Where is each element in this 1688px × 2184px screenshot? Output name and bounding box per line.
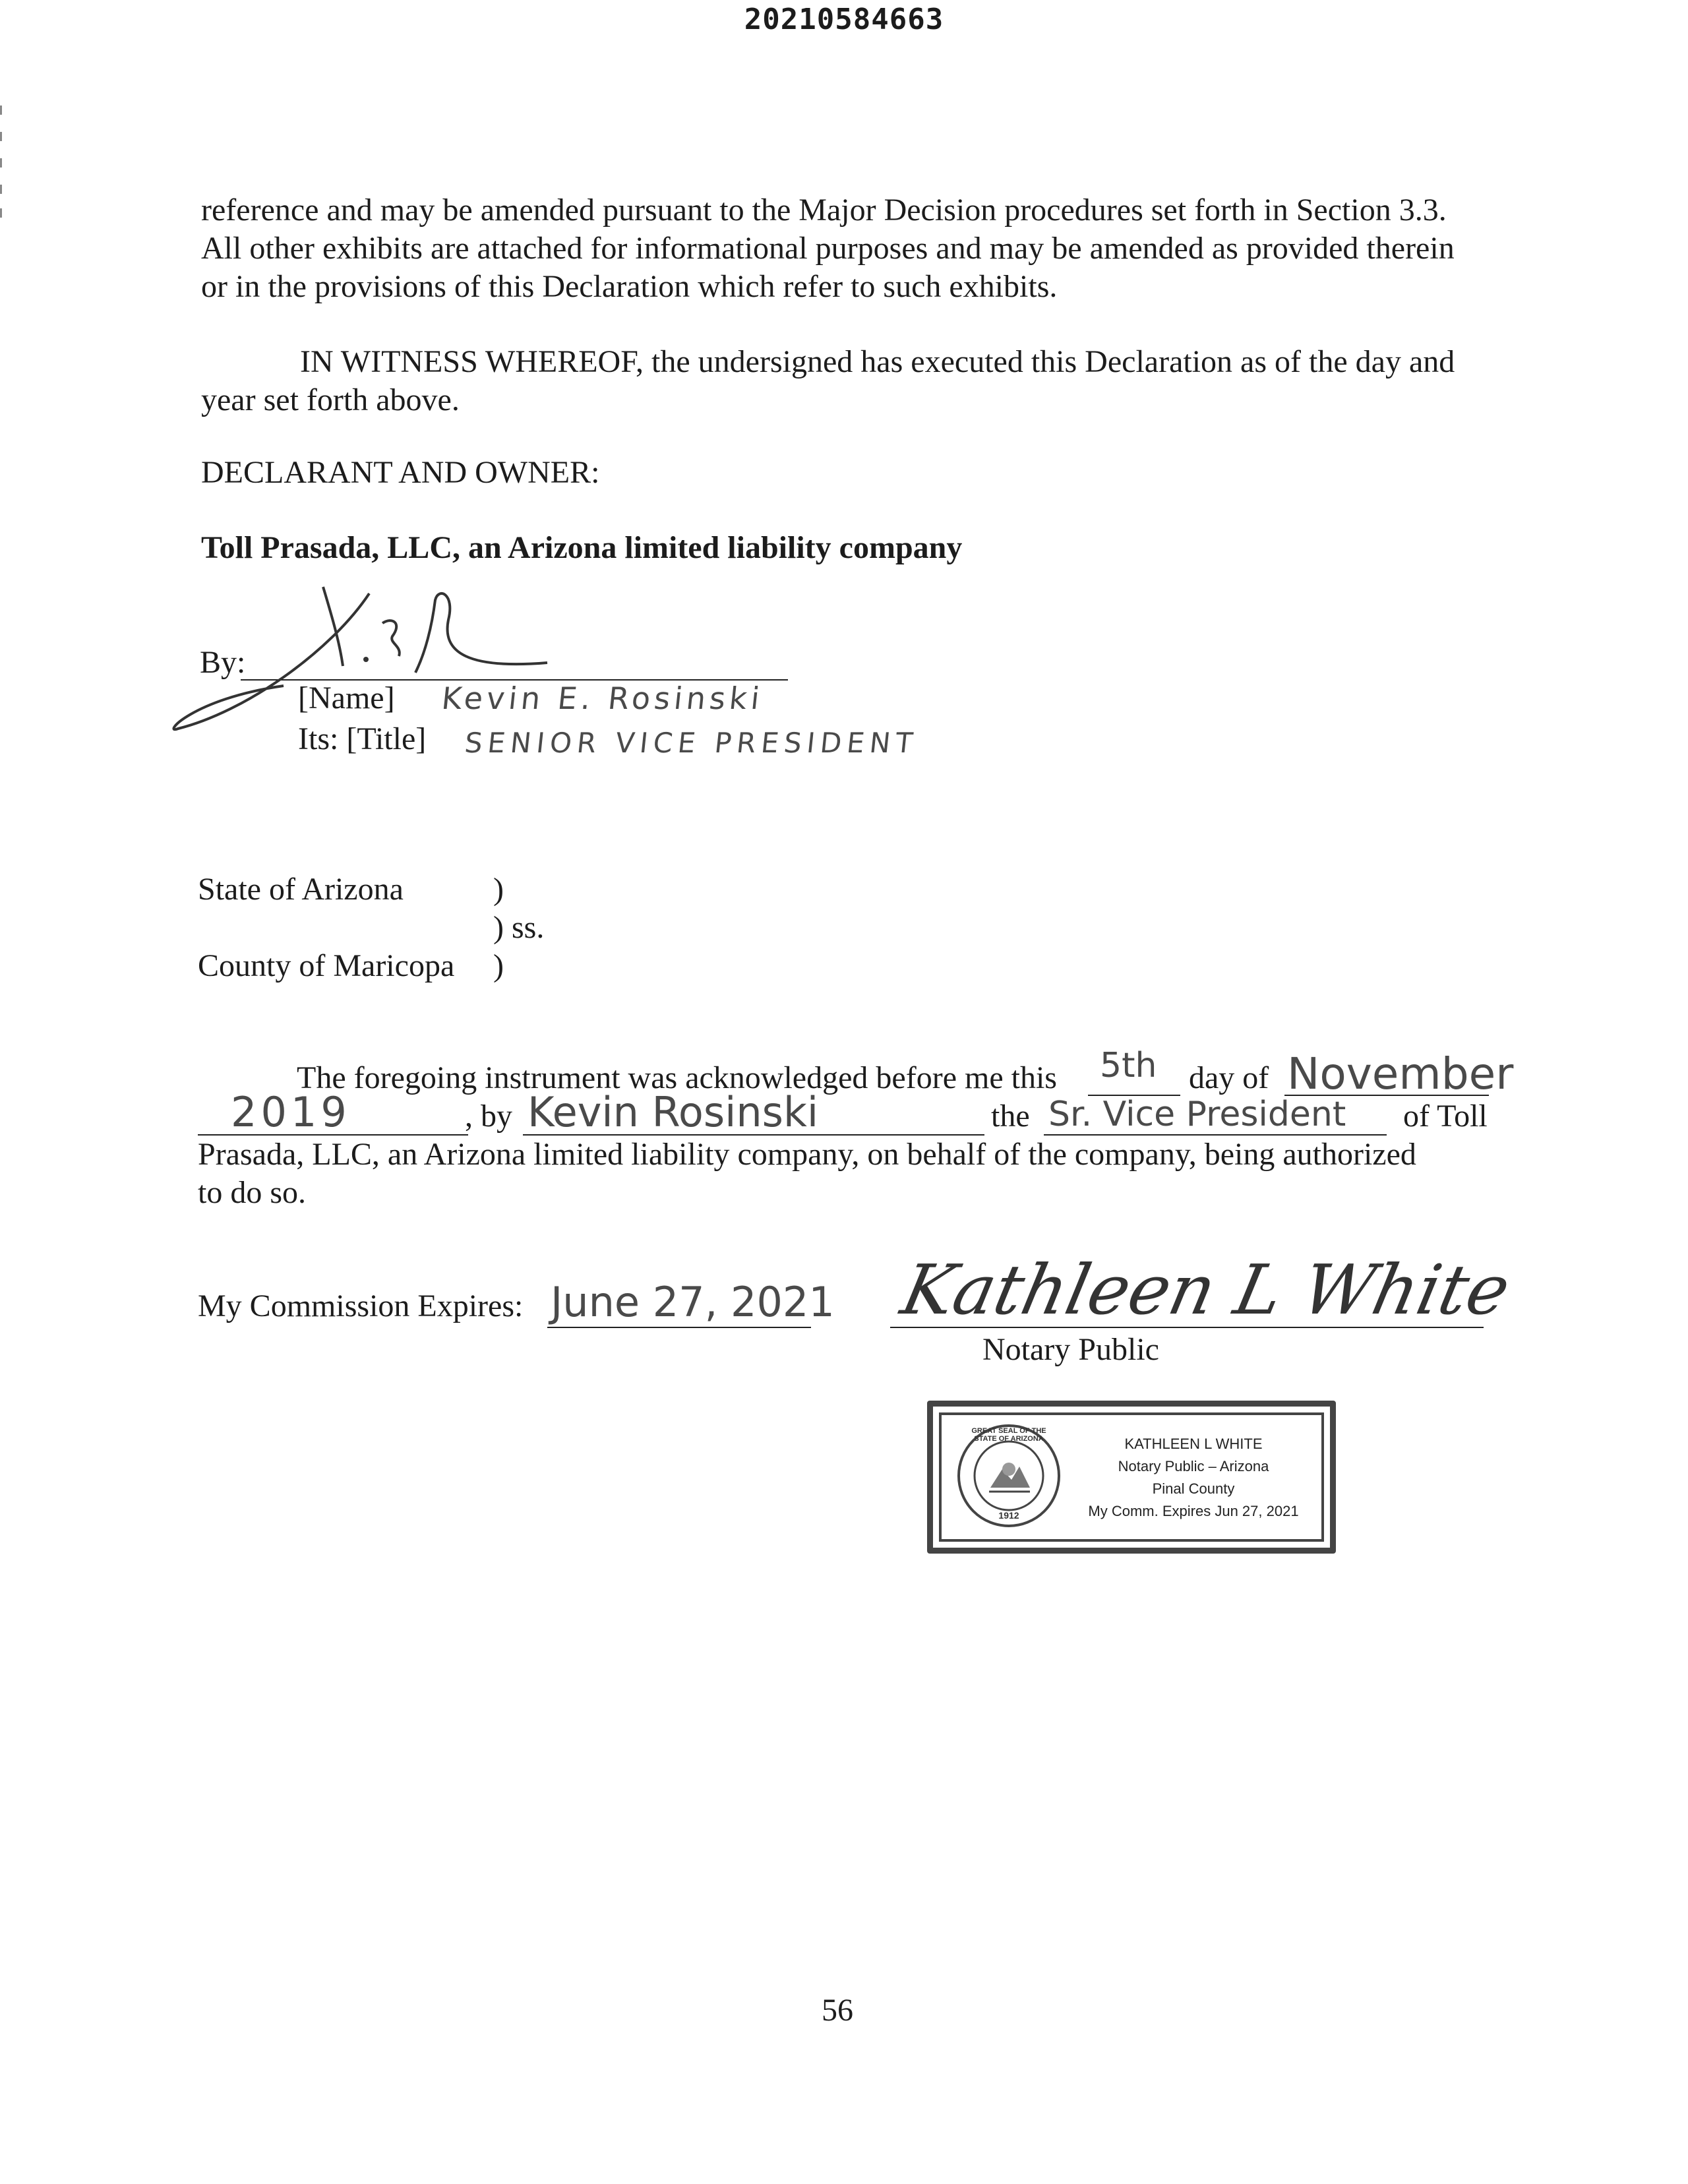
by-label: By: (200, 645, 246, 680)
page-number: 56 (822, 1993, 853, 2028)
venue-ss: ) ss. (493, 910, 545, 945)
blank-line-commission (547, 1327, 811, 1328)
paragraph-witness (201, 343, 1455, 419)
paragraph-line: All other exhibits are attached for informational purposes and may be amended as provided therein (201, 231, 1455, 266)
ack-line-3: Prasada, LLC, an Arizona limited liability company, on behalf of the company, being authorized (198, 1137, 1416, 1172)
ack-of-toll: of Toll (1403, 1099, 1488, 1134)
stamp-expires: My Comm. Expires Jun 27, 2021 (1088, 1503, 1299, 1519)
notary-signature: Kathleen L White (895, 1250, 1517, 1330)
paragraph-exhibits (201, 191, 1455, 306)
ack-the: the (991, 1099, 1030, 1134)
title-handwritten: SENIOR VICE PRESIDENT (463, 727, 920, 759)
ack-by: , by (465, 1099, 512, 1134)
ack-person-handwritten: Kevin Rosinski (528, 1088, 819, 1136)
seal-text: GREAT SEAL OF THE STATE OF ARIZONA (971, 1427, 1046, 1443)
seal-year: 1912 (998, 1510, 1019, 1521)
venue-paren-3: ) (493, 948, 504, 983)
venue-state: State of Arizona (198, 872, 404, 907)
paragraph-line: year set forth above. (201, 382, 460, 417)
ack-line-4: to do so. (198, 1175, 307, 1210)
paragraph-line: or in the provisions of this Declaration which refer to such exhibits. (201, 269, 1058, 304)
ack-day-of: day of (1189, 1060, 1269, 1095)
ack-day-handwritten: 5th (1100, 1046, 1157, 1085)
stamp-county: Pinal County (1152, 1480, 1235, 1497)
venue-county: County of Maricopa (198, 948, 455, 983)
ack-month-handwritten: November (1287, 1048, 1514, 1099)
name-handwritten: Kevin E. Rosinski (440, 681, 766, 716)
ack-title-handwritten: Sr. Vice President (1048, 1095, 1346, 1134)
paragraph-line: IN WITNESS WHEREOF, the undersigned has executed this Declaration as of the day and (300, 344, 1455, 379)
declarant-label: DECLARANT AND OWNER: (201, 455, 600, 490)
ack-year-handwritten: 2019 (231, 1088, 351, 1136)
commission-label: My Commission Expires: (198, 1289, 524, 1323)
notary-stamp (923, 1397, 1345, 1562)
commission-date-handwritten: June 27, 2021 (551, 1278, 835, 1326)
ack-lead: The foregoing instrument was acknowledged before me this (297, 1060, 1057, 1095)
name-label: [Name] (298, 681, 395, 715)
venue-paren-1: ) (493, 872, 504, 907)
title-label: Its: [Title] (298, 721, 427, 756)
stamp-title: Notary Public – Arizona (1118, 1458, 1269, 1474)
record-number: 20210584663 (744, 3, 944, 36)
scan-margin-marks (0, 106, 3, 218)
paragraph-line: reference and may be amended pursuant to the Major Decision procedures set forth in Section 3.3. (201, 193, 1447, 228)
stamp-name: KATHLEEN L WHITE (1124, 1436, 1263, 1452)
notary-public-label: Notary Public (982, 1332, 1159, 1367)
state-seal (956, 1423, 1062, 1529)
company-heading: Toll Prasada, LLC, an Arizona limited liability company (201, 530, 963, 565)
